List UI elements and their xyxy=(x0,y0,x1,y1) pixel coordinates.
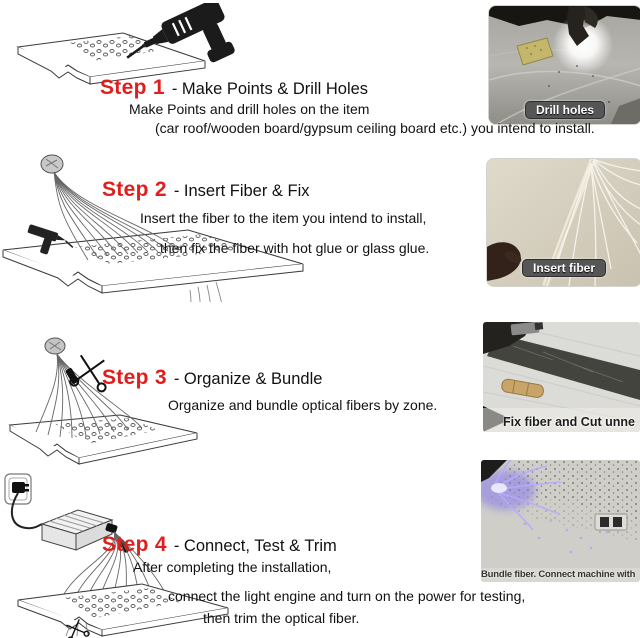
step-3-heading xyxy=(102,366,322,390)
step-1-title: - Make Points & Drill Holes xyxy=(171,80,369,98)
step-3-line-1: Organize and bundle optical fibers by zone. xyxy=(168,397,438,413)
step-1-label: Step 1 xyxy=(100,76,165,99)
step-4-line-1: After completing the installation, xyxy=(133,559,332,575)
step-1-line-1: Make Points and drill holes on the item xyxy=(129,101,370,117)
step-4-line-2: connect the light engine and turn on the power for testing, xyxy=(168,588,526,604)
step-3-label: Step 3 xyxy=(102,366,167,389)
step-4-label: Step 4 xyxy=(102,533,167,556)
photo-insert-fiber xyxy=(486,158,640,287)
step-2-heading xyxy=(102,178,310,202)
photo-1-caption-badge: Drill holes xyxy=(525,101,605,119)
photo-fix-fiber-cut xyxy=(483,322,640,432)
step-2-line-2: then fix the fiber with hot glue or glass glue. xyxy=(160,240,430,256)
photo-3-caption: Fix fiber and Cut unne xyxy=(503,415,635,429)
step-1-line-2: (car roof/wooden board/gypsum ceiling board etc.) you intend to install. xyxy=(155,120,595,136)
perforated-board-icon xyxy=(10,415,197,464)
step-2-illustration-insert-fiber xyxy=(0,152,310,302)
fiber-bundle-head-icon xyxy=(41,155,63,173)
bundle-test-photo-image xyxy=(481,460,640,568)
step-4-line-3: then trim the optical fiber. xyxy=(203,610,360,626)
step-2-line-1: Insert the fiber to the item you intend to install, xyxy=(140,210,427,226)
photo-2-caption-badge: Insert fiber xyxy=(522,259,606,277)
photo-drill-holes xyxy=(488,5,640,125)
step-4-heading xyxy=(102,533,337,557)
step-2-label: Step 2 xyxy=(102,178,167,201)
power-outlet-icon xyxy=(5,474,31,504)
step-1-heading xyxy=(100,76,368,100)
fiber-strands-below-board xyxy=(190,282,222,302)
photo-4-caption: Bundle fiber. Connect machine with xyxy=(481,568,640,582)
step-2-title: - Insert Fiber & Fix xyxy=(173,182,310,200)
fiber-bundle-head-icon xyxy=(45,338,65,354)
step-3-title: - Organize & Bundle xyxy=(173,370,323,388)
step-4-title: - Connect, Test & Trim xyxy=(173,537,337,555)
bundle-tie-band xyxy=(65,367,79,384)
photo-bundle-test xyxy=(481,460,640,582)
switch-device xyxy=(595,514,627,530)
